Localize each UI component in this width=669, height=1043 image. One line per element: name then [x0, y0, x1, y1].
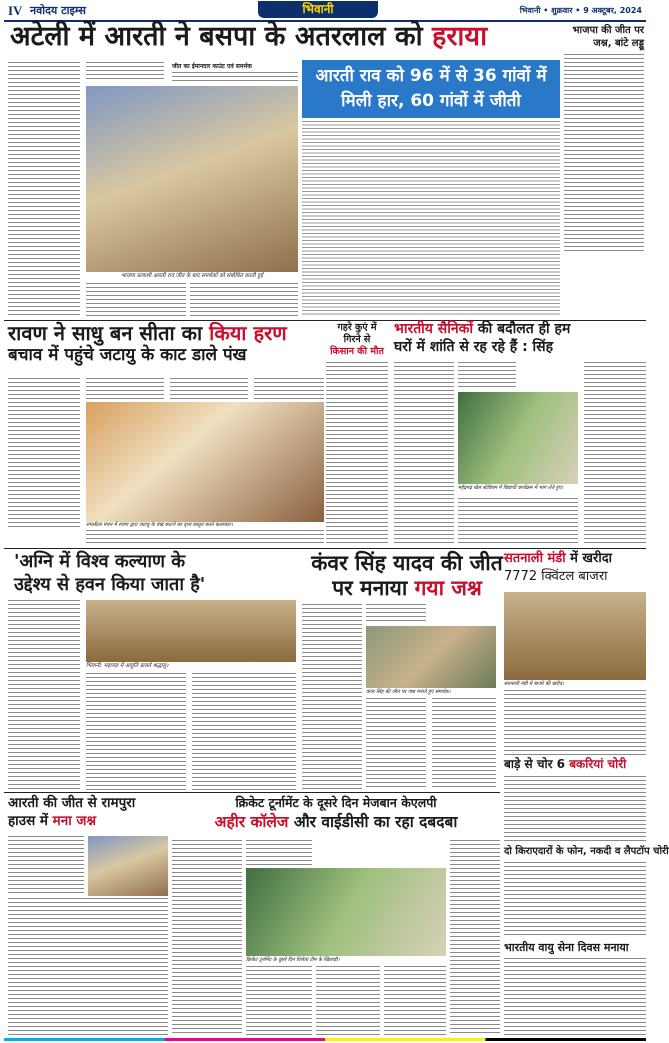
story6-caption: कंवर सिंह की जीत पर जश्न मनाते हुए समर्थक। — [366, 689, 451, 695]
section-title: भिवानी — [302, 2, 334, 16]
story8-headline — [504, 758, 646, 771]
lead-col-1 — [8, 62, 80, 317]
story5-col-2 — [86, 673, 186, 790]
story7-headline — [504, 552, 646, 585]
story6-col-2b — [366, 698, 426, 790]
lead-photo-caption-top: जीत का ईमानदार काउंट एवं समर्थक — [172, 63, 252, 70]
story11-col-1 — [8, 836, 84, 896]
story2-col-2b — [86, 530, 324, 544]
story2-col-3 — [170, 378, 248, 400]
story12-col-2 — [246, 840, 312, 866]
story12-col-3 — [316, 966, 380, 1036]
story2-headline-l2: बचाव में पहुंचे जटायु के काट डाले पंख — [8, 345, 247, 365]
story7-body — [504, 690, 646, 756]
section-tag — [258, 1, 378, 18]
story5-caption: भिवानी: महायज्ञ में आहुति डालते श्रद्धालु। — [86, 663, 169, 669]
lead-headline-text: अटेली में आरती ने बसपा के अतरलाल को — [10, 21, 423, 52]
banner-line-1: आरती राव को 96 में से 36 गांवों में — [315, 66, 547, 86]
story5-headline-l1: 'अग्नि में विश्व कल्याण के — [14, 551, 186, 572]
story4-caption: महेंद्रगढ़ खेल स्टेडियम में विद्यार्थी कार्यक्रम में भाग लेते हुए। — [458, 485, 564, 491]
story6-col-3 — [432, 698, 496, 790]
story7-photo — [504, 592, 646, 680]
story4-headline-red: भारतीय सैनिकों — [394, 321, 474, 337]
story6-col-2 — [366, 604, 426, 624]
story6-headline-red: गया जश्न — [414, 576, 482, 601]
lead-headline — [10, 22, 590, 52]
story8-headline-red: बकरियां चोरी — [569, 757, 627, 771]
story12-col-4 — [384, 966, 446, 1036]
lead-col-2 — [86, 62, 164, 82]
story12-caption: क्रिकेट टूर्नामेंट के दूसरे दिन विजेता टीम के खिलाड़ी। — [246, 957, 340, 963]
story11-body — [8, 898, 168, 1036]
lead-banner — [302, 60, 560, 118]
story4-headline-l2: घरों में शांति से रह रहे हैं : सिंह — [394, 339, 554, 356]
lead-banner-text — [302, 121, 560, 317]
story7-headline-l2: 7772 क्विंटल बाजरा — [504, 569, 608, 585]
story7-headline-red: सतनाली मंडी — [504, 551, 566, 566]
story3-body — [326, 362, 388, 544]
story7-headline-text: में खरीदा — [570, 551, 613, 566]
story2-caption: रामलीला मंचन में रावण द्वारा जटायु के पंख काटने का दृश्य प्रस्तुत करते कलाकार। — [86, 522, 233, 528]
divider-3 — [4, 792, 500, 793]
story6-photo — [366, 626, 496, 688]
story3-kicker-red: किसान की मौत — [330, 346, 384, 357]
story7-caption: सतनाली मंडी में बाजरे की खरीद। — [504, 681, 564, 687]
story6-headline — [302, 552, 512, 600]
story8-body — [504, 776, 646, 842]
story5-headline-l2: उद्देश्य से हवन किया जाता है' — [14, 573, 206, 595]
lead-col-2b — [86, 283, 186, 317]
story3-kicker-l1: गहरे कुएं में — [337, 322, 377, 333]
side-heading: भाजपा की जीत पर जश्न, बांटे लड्डू — [572, 25, 644, 49]
story10-headline: भारतीय वायु सेना दिवस मनाया — [504, 941, 629, 954]
story4-col-2 — [458, 362, 516, 390]
story4-col-2b — [458, 498, 578, 544]
story2-col-4 — [254, 378, 324, 400]
color-strip — [4, 1038, 646, 1041]
lead-photo-1 — [86, 86, 298, 272]
story12-headline-l1: क्रिकेट टूर्नामेंट के दूसरे दिन मेजबान केएलपी — [235, 795, 437, 810]
story12-headline-text: और वाईडीसी का रहा दबदबा — [293, 812, 458, 831]
lead-col-3 — [190, 283, 298, 317]
story2-headline-red: किया हरण — [209, 321, 287, 345]
story5-col-3 — [192, 673, 296, 790]
story2-headline — [8, 322, 308, 365]
story9-headline: दो किराएदारों के फोन, नकदी व लैपटॉप चोरी — [504, 846, 669, 857]
story2-col-1 — [8, 378, 80, 528]
story11-headline-l1: आरती की जीत से रामपुरा — [8, 795, 136, 811]
lead-headline-red: हराया — [432, 21, 488, 52]
story4-headline — [394, 322, 646, 356]
story11-headline — [8, 796, 168, 829]
story4-col-3 — [584, 362, 646, 544]
story4-headline-text: की बदौलत ही हम — [477, 321, 571, 337]
story12-headline-red: अहीर कॉलेज — [214, 812, 289, 831]
story11-headline-red: मना जश्न — [52, 812, 96, 829]
story6-headline-text: पर मनाया — [332, 576, 408, 601]
lead-col-2c — [172, 72, 298, 82]
paper-name: नवोदय टाइम्स — [30, 4, 86, 17]
dateline: भिवानी • शुक्रवार • 9 अक्टूबर, 2024 — [519, 6, 642, 15]
story6-col-1 — [302, 604, 362, 790]
story3-kicker — [326, 322, 388, 358]
story2-col-2 — [86, 378, 164, 400]
story10-body — [504, 958, 646, 1036]
story12-photo — [246, 868, 446, 956]
story4-photo — [458, 392, 578, 484]
story2-photo — [86, 402, 324, 522]
story9-body — [504, 862, 646, 938]
story3-kicker-l2: गिरने से — [343, 334, 371, 345]
lead-photo-1-caption: भाजपा प्रत्याशी आरती राव जीत के बाद समर्थकों को संबोधित करती हुई — [121, 273, 263, 279]
story2-headline-text: रावण ने साधु बन सीता का — [8, 321, 203, 345]
masthead — [0, 0, 650, 20]
story11-headline-text: हाउस में — [8, 812, 48, 829]
story12-col-5 — [450, 840, 500, 1036]
story12-col-2b — [246, 966, 312, 1036]
divider-2 — [4, 548, 646, 549]
story5-col-1 — [8, 600, 80, 790]
banner-line-2: मिली हार, 60 गांवों में जीती — [341, 91, 521, 111]
page-number: IV — [8, 3, 23, 18]
lead-side-text — [564, 54, 644, 254]
story12-col-1 — [172, 840, 242, 1036]
story12-headline — [172, 796, 500, 831]
story5-photo — [86, 600, 296, 662]
story11-photo — [88, 836, 168, 896]
story6-headline-l1: कंवर सिंह यादव की जीत — [311, 551, 503, 575]
story8-headline-text: बाड़े से चोर 6 — [504, 757, 566, 771]
story4-col-1 — [394, 362, 454, 544]
story5-headline — [14, 552, 314, 595]
